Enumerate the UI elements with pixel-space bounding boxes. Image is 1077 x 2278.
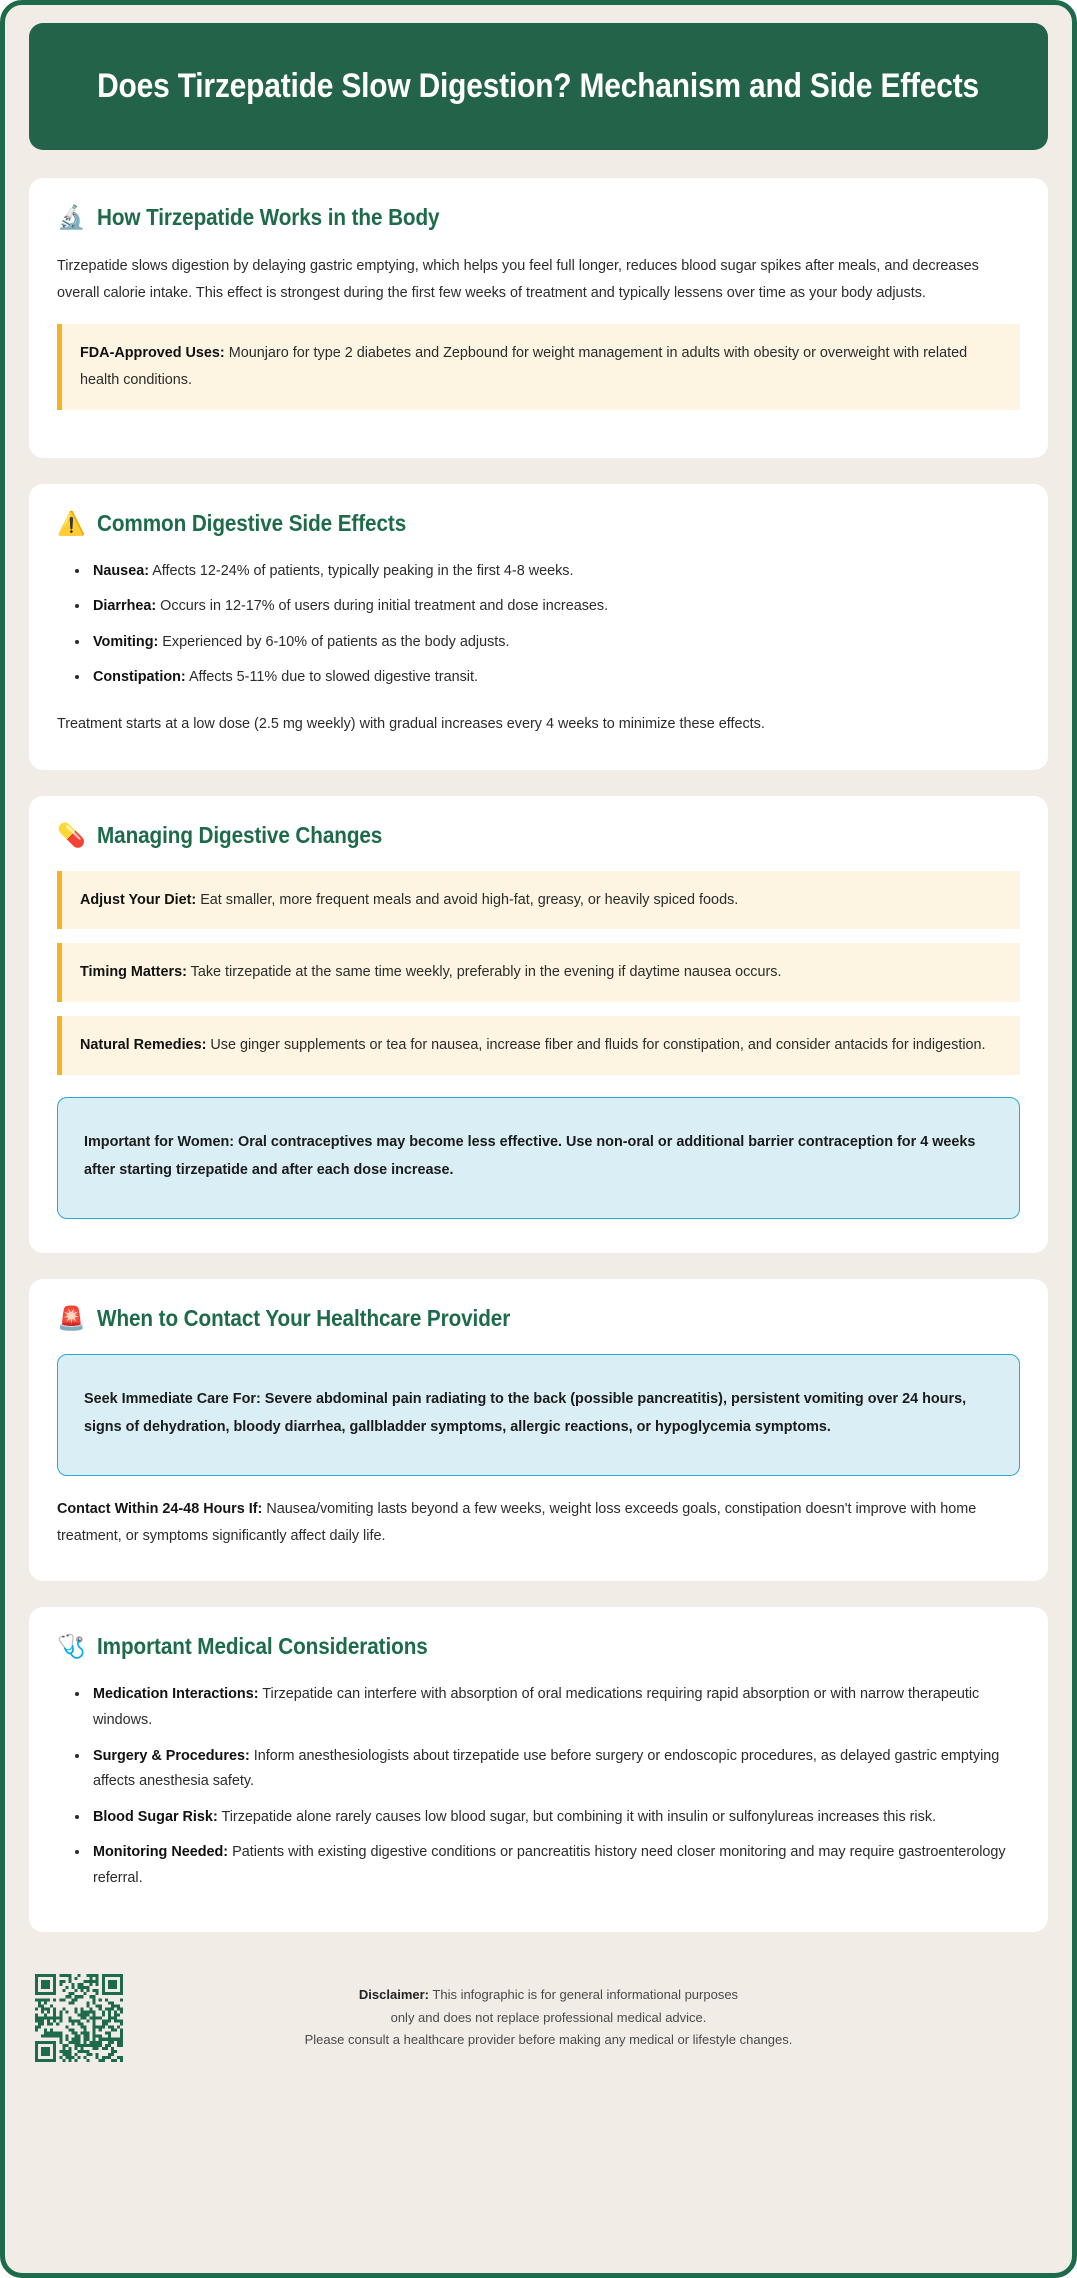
list-item	[63, 559, 1020, 585]
section-title: Managing Digestive Changes	[96, 821, 382, 848]
note-label: Contact Within 24-48 Hours If:	[57, 1501, 263, 1517]
page-title: Does Tirzepatide Slow Digestion? Mechanism and Side Effects	[97, 67, 980, 105]
list-item-label: Diarrhea:	[93, 598, 157, 615]
section-header	[57, 1633, 1020, 1660]
disclaimer-line-2: only and does not replace professional medical advice.	[390, 2009, 707, 2025]
stethoscope-icon: 🩺	[57, 1633, 86, 1660]
adjust-diet-callout	[57, 871, 1020, 930]
dosing-note: Treatment starts at a low dose (2.5 mg weekly) with gradual increases every 4 weeks to minimize these effects.	[57, 716, 765, 733]
header-banner	[29, 23, 1048, 150]
disclaimer-label: Disclaimer:	[358, 1986, 430, 2002]
callout-label: Adjust Your Diet:	[80, 891, 197, 908]
section-contact-provider	[29, 1279, 1048, 1581]
list-item-label: Vomiting:	[93, 633, 159, 650]
microscope-icon: 🔬	[57, 204, 86, 230]
list-item-text: Patients with existing digestive conditions or pancreatitis history need closer monitoring and may require gastroenterology referral.	[93, 1844, 1006, 1887]
fda-approved-uses-callout	[57, 324, 1020, 409]
section-title: Common Digestive Side Effects	[96, 509, 406, 536]
callout-label: FDA-Approved Uses:	[80, 345, 225, 362]
section-paragraph: Tirzepatide slows digestion by delaying gastric emptying, which helps you feel full longer, reduces blood sugar spikes after meals, and decreases overall calorie intake. This effect is strongest during the first few weeks of treatment and typically lessens over time as your body adjusts.	[57, 258, 979, 301]
callout-label: Natural Remedies:	[80, 1037, 207, 1054]
callout-text: Eat smaller, more frequent meals and avoid high-fat, greasy, or heavily spiced foods.	[196, 891, 739, 908]
disclaimer-line-1: This infographic is for general informational purposes	[429, 1986, 739, 2002]
qr-code-icon[interactable]	[35, 1974, 123, 2062]
list-item-text: Experienced by 6-10% of patients as the body adjusts.	[158, 633, 510, 650]
warning-triangle-icon: ⚠️	[57, 509, 86, 536]
callout-label: Timing Matters:	[80, 964, 187, 981]
list-item-label: Nausea:	[93, 562, 149, 579]
list-item-text: Tirzepatide alone rarely causes low blood sugar, but combining it with insulin or sulfonylureas increases this risk.	[217, 1808, 937, 1825]
section-header	[57, 822, 1020, 849]
section-managing-changes	[29, 796, 1048, 1253]
list-item-text: Inform anesthesiologists about tirzepatide use before surgery or endoscopic procedures, as delayed gastric emptying affects anesthesia safety.	[93, 1747, 1000, 1790]
disclaimer-text	[143, 1974, 1042, 2052]
callout-text: Mounjaro for type 2 diabetes and Zepbound for weight management in adults with obesity or overweight with related health conditions.	[80, 345, 968, 388]
footer	[29, 1958, 1048, 2084]
section-medical-considerations	[29, 1607, 1048, 1931]
siren-icon: 🚨	[57, 1304, 86, 1331]
list-item-label: Surgery & Procedures:	[93, 1747, 250, 1764]
side-effects-list	[63, 559, 1020, 692]
section-side-effects	[29, 484, 1048, 770]
list-item-label: Medication Interactions:	[93, 1686, 259, 1703]
section-header	[57, 510, 1020, 537]
list-item	[63, 594, 1020, 620]
list-item-text: Tirzepatide can interfere with absorption of oral medications requiring rapid absorption or with narrow therapeutic windows.	[93, 1686, 980, 1728]
list-item	[63, 1840, 1020, 1891]
section-title: Important Medical Considerations	[96, 1633, 428, 1660]
note-text: Nausea/vomiting lasts beyond a few weeks, weight loss exceeds goals, constipation doesn't improve with home treatment, or symptoms significantly affect daily life.	[57, 1501, 977, 1544]
section-title: When to Contact Your Healthcare Provider	[96, 1304, 510, 1331]
list-item-text: Occurs in 12-17% of users during initial treatment and dose increases.	[156, 598, 609, 615]
natural-remedies-callout	[57, 1016, 1020, 1075]
seek-immediate-care-alert: Seek Immediate Care For: Severe abdominal pain radiating to the back (possible pancreatitis), persistent vomiting over 24 hours, signs of dehydration, bloody diarrhea, gallbladder symptoms, allergic reactions, or hypoglycemia symptoms.	[57, 1354, 1020, 1476]
timing-matters-callout	[57, 943, 1020, 1002]
list-item-text: Affects 5-11% due to slowed digestive transit.	[185, 669, 478, 686]
important-for-women-alert: Important for Women: Oral contraceptives may become less effective. Use non-oral or additional barrier contraception for 4 weeks after starting tirzepatide and after each dose increase.	[57, 1097, 1020, 1219]
contact-within-hours-note	[57, 1496, 1020, 1549]
pill-icon: 💊	[57, 821, 86, 848]
section-header	[57, 204, 1020, 231]
section-title: How Tirzepatide Works in the Body	[96, 204, 440, 230]
section-how-it-works	[29, 178, 1048, 458]
list-item-label: Monitoring Needed:	[93, 1844, 229, 1861]
callout-text: Take tirzepatide at the same time weekly, preferably in the evening if daytime nausea occurs.	[186, 964, 782, 981]
list-item	[63, 1805, 1020, 1831]
disclaimer-line-3: Please consult a healthcare provider before making any medical or lifestyle changes.	[304, 2032, 793, 2048]
list-item-text: Affects 12-24% of patients, typically peaking in the first 4-8 weeks.	[149, 562, 574, 579]
medical-considerations-list	[63, 1682, 1020, 1891]
list-item	[63, 630, 1020, 656]
callout-text: Use ginger supplements or tea for nausea, increase fiber and fluids for constipation, and consider antacids for indigestion.	[206, 1037, 986, 1054]
list-item	[63, 665, 1020, 691]
list-item	[63, 1744, 1020, 1795]
list-item-label: Blood Sugar Risk:	[93, 1808, 218, 1825]
list-item-label: Constipation:	[93, 669, 186, 686]
list-item	[63, 1682, 1020, 1733]
section-header	[57, 1305, 1020, 1332]
